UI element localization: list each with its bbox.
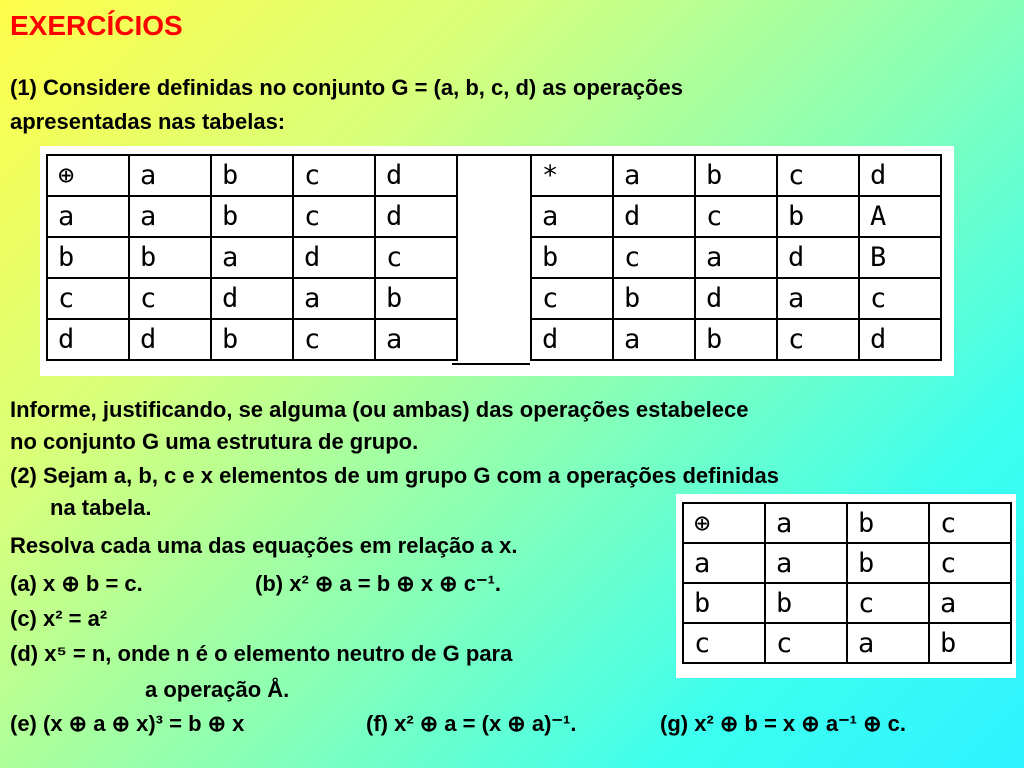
table-cell: a bbox=[765, 503, 847, 543]
table-cell: b bbox=[375, 278, 457, 319]
equation-e: (e) (x ⊕ a ⊕ x)³ = b ⊕ x bbox=[10, 711, 245, 736]
table-row bbox=[531, 237, 941, 278]
table-cell: B bbox=[859, 237, 941, 278]
problem-2-line-1: (2) Sejam a, b, c e x elementos de um grupo G com a operações definidas bbox=[10, 463, 780, 488]
table-cell: b bbox=[531, 237, 613, 278]
table-cell: c bbox=[847, 583, 929, 623]
equation-a: (a) x ⊕ b = c. bbox=[10, 571, 143, 596]
table-cell: d bbox=[211, 278, 293, 319]
inform-line-1: Informe, justificando, se alguma (ou ambas) das operações estabelece bbox=[10, 397, 749, 422]
table-cell: c bbox=[129, 278, 211, 319]
table-cell: ⊕ bbox=[47, 155, 129, 196]
problem-2-line-2: na tabela. bbox=[50, 495, 152, 520]
table-cell: c bbox=[47, 278, 129, 319]
table-cell: b bbox=[211, 155, 293, 196]
table-gap-column bbox=[452, 154, 530, 365]
table-cell: * bbox=[531, 155, 613, 196]
table-cell: c bbox=[859, 278, 941, 319]
page-title: EXERCÍCIOS bbox=[10, 10, 183, 41]
table-cell: a bbox=[375, 319, 457, 360]
table-cell: c bbox=[695, 196, 777, 237]
table-cell: d bbox=[859, 319, 941, 360]
table-cell: b bbox=[847, 543, 929, 583]
table-row bbox=[531, 278, 941, 319]
table-cell: b bbox=[847, 503, 929, 543]
table-cell: c bbox=[375, 237, 457, 278]
table-cell: b bbox=[929, 623, 1011, 663]
table-header-row bbox=[47, 155, 457, 196]
inform-line-2: no conjunto G uma estrutura de grupo. bbox=[10, 429, 419, 454]
table-cell: d bbox=[293, 237, 375, 278]
table-cell: d bbox=[777, 237, 859, 278]
table-header-row bbox=[531, 155, 941, 196]
table-header-row bbox=[683, 503, 1011, 543]
table-cell: d bbox=[47, 319, 129, 360]
table-cell: a bbox=[683, 543, 765, 583]
table-row bbox=[47, 196, 457, 237]
table-cell: c bbox=[293, 196, 375, 237]
table-row bbox=[47, 278, 457, 319]
table-cell: a bbox=[613, 319, 695, 360]
table-row bbox=[47, 237, 457, 278]
small-operation-table bbox=[682, 502, 1012, 664]
table-cell: d bbox=[531, 319, 613, 360]
table-cell: c bbox=[531, 278, 613, 319]
table-cell: A bbox=[859, 196, 941, 237]
equation-d-line-2: a operação Å. bbox=[145, 677, 290, 702]
table-cell: d bbox=[695, 278, 777, 319]
table-row bbox=[531, 319, 941, 360]
table-cell: a bbox=[777, 278, 859, 319]
table-cell: a bbox=[129, 155, 211, 196]
table-cell: c bbox=[777, 155, 859, 196]
table-cell: c bbox=[613, 237, 695, 278]
table-cell: b bbox=[613, 278, 695, 319]
table-cell: c bbox=[777, 319, 859, 360]
table-cell: b bbox=[211, 196, 293, 237]
table-cell: c bbox=[929, 543, 1011, 583]
table-cell: b bbox=[683, 583, 765, 623]
table-cell: c bbox=[293, 155, 375, 196]
table-cell: a bbox=[695, 237, 777, 278]
star-operation-table bbox=[530, 154, 942, 361]
table-cell: a bbox=[929, 583, 1011, 623]
table-cell: b bbox=[695, 319, 777, 360]
table-cell: c bbox=[683, 623, 765, 663]
table-row bbox=[531, 196, 941, 237]
table-cell: d bbox=[375, 155, 457, 196]
table-row bbox=[683, 583, 1011, 623]
plus-operation-table bbox=[46, 154, 458, 361]
table-cell: a bbox=[613, 155, 695, 196]
table-row bbox=[683, 623, 1011, 663]
resolva-text: Resolva cada uma das equações em relação a x. bbox=[10, 533, 518, 558]
table-cell: a bbox=[293, 278, 375, 319]
table-row bbox=[683, 543, 1011, 583]
table-cell: ⊕ bbox=[683, 503, 765, 543]
table-cell: c bbox=[765, 623, 847, 663]
equation-c: (c) x² = a² bbox=[10, 606, 108, 631]
equation-d-line-1: (d) x⁵ = n, onde n é o elemento neutro de G para bbox=[10, 641, 513, 666]
problem-1-line-2: apresentadas nas tabelas: bbox=[10, 109, 286, 134]
table-cell: c bbox=[929, 503, 1011, 543]
table-row bbox=[47, 319, 457, 360]
table-cell: a bbox=[531, 196, 613, 237]
table-cell: b bbox=[695, 155, 777, 196]
table-cell: d bbox=[129, 319, 211, 360]
table-cell: a bbox=[211, 237, 293, 278]
table-cell: b bbox=[765, 583, 847, 623]
table-cell: a bbox=[765, 543, 847, 583]
table-cell: a bbox=[47, 196, 129, 237]
table-cell: a bbox=[129, 196, 211, 237]
problem-1-line-1: (1) Considere definidas no conjunto G = (a, b, c, d) as operações bbox=[10, 75, 683, 100]
table-cell: b bbox=[211, 319, 293, 360]
table-cell: d bbox=[375, 196, 457, 237]
equation-g: (g) x² ⊕ b = x ⊕ a⁻¹ ⊕ c. bbox=[660, 711, 907, 736]
table-cell: d bbox=[613, 196, 695, 237]
table-cell: b bbox=[777, 196, 859, 237]
equation-b: (b) x² ⊕ a = b ⊕ x ⊕ c⁻¹. bbox=[255, 571, 502, 596]
equation-f: (f) x² ⊕ a = (x ⊕ a)⁻¹. bbox=[366, 711, 577, 736]
table-cell: b bbox=[129, 237, 211, 278]
table-cell: b bbox=[47, 237, 129, 278]
table-cell: d bbox=[859, 155, 941, 196]
table-cell: a bbox=[847, 623, 929, 663]
table-cell: c bbox=[293, 319, 375, 360]
